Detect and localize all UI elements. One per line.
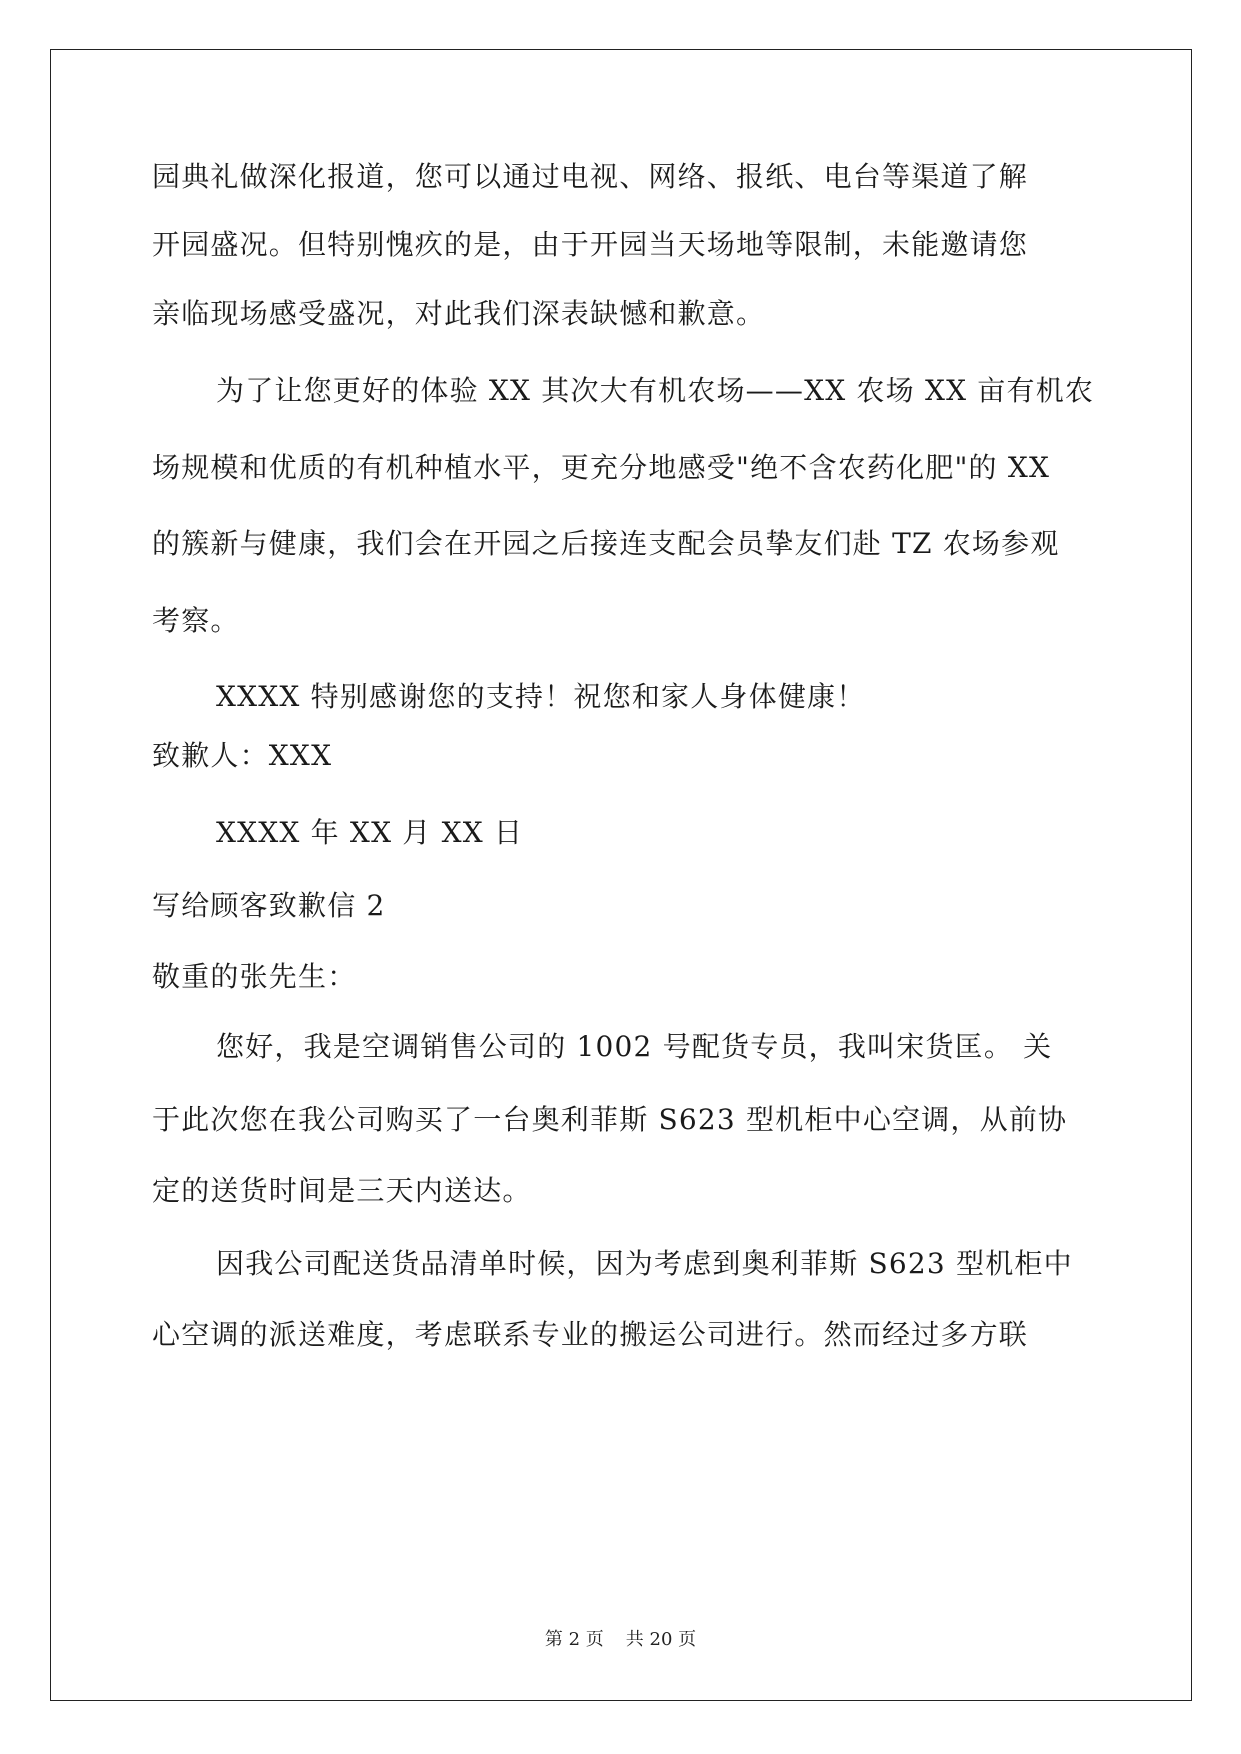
text-line-7: 考察。 [152,604,240,637]
page-total: 共 20 页 [625,1629,697,1650]
text-line-4: 为了让您更好的体验 XX 其次大有机农场——XX 农场 XX 亩有机农 [216,374,1095,407]
date-line: XXXX 年 XX 月 XX 日 [216,816,524,849]
text-line-13: 您好，我是空调销售公司的 1002 号配货专员，我叫宋货匡。 关 [216,1030,1053,1063]
signature-line: 致歉人：XXX [152,739,333,772]
text-line-14: 于此次您在我公司购买了一台奥利菲斯 S623 型机柜中心空调，从前协 [152,1103,1068,1136]
text-line-1: 园典礼做深化报道，您可以通过电视、网络、报纸、电台等渠道了解 [152,160,1029,193]
text-line-5: 场规模和优质的有机种植水平，更充分地感受"绝不含农药化肥"的 XX [152,451,1051,484]
text-line-8: XXXX 特别感谢您的支持！祝您和家人身体健康！ [216,680,866,713]
section-heading: 写给顾客致歉信 2 [152,889,386,922]
text-line-17: 心空调的派送难度，考虑联系专业的搬运公司进行。然而经过多方联 [152,1318,1029,1351]
salutation-line: 敬重的张先生： [152,960,357,993]
text-line-6: 的簇新与健康，我们会在开园之后接连支配会员挚友们赴 TZ 农场参观 [152,527,1060,560]
text-line-3: 亲临现场感受盛况，对此我们深表缺憾和歉意。 [152,297,766,330]
text-line-2: 开园盛况。但特别愧疚的是，由于开园当天场地等限制，未能邀请您 [152,228,1029,261]
page-number: 第 2 页 [544,1629,604,1650]
text-line-16: 因我公司配送货品清单时候，因为考虑到奥利菲斯 S623 型机柜中 [216,1247,1073,1280]
text-line-15: 定的送货时间是三天内送达。 [152,1174,532,1207]
page-footer [0,1625,1241,1651]
